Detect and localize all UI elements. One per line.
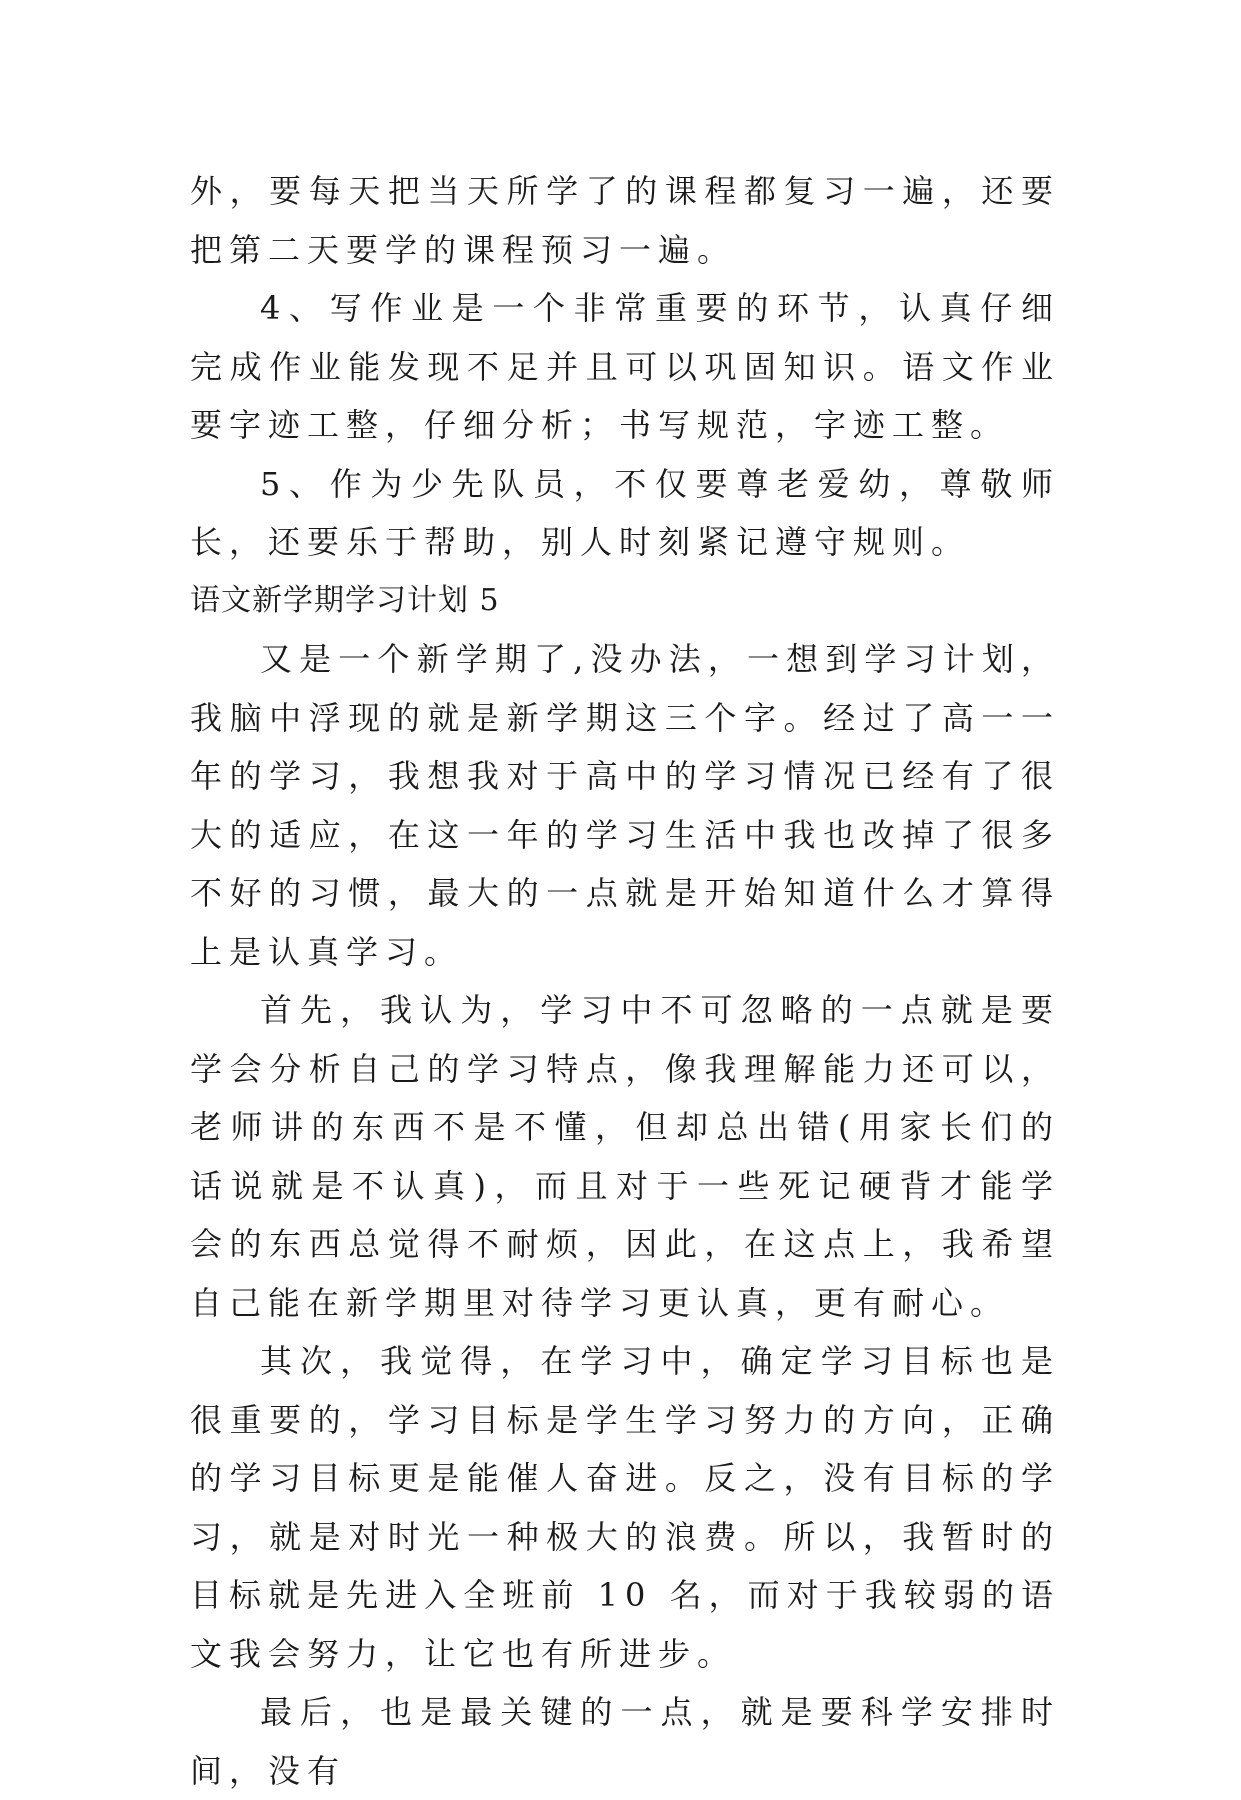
paragraph-continuation: 外，要每天把当天所学了的课程都复习一遍，还要把第二天要学的课程预习一遍。 — [190, 172, 1060, 269]
paragraph-intro: 又是一个新学期了,没办法，一想到学习计划，我脑中浮现的就是新学期这三个字。经过了高一一年的学习，我想我对于高中的学习情况已经有了很大的适应，在这一年的学习生活中我也改掉了很多不好的习惯，最大的一点就是开始知道什么才算得上是认真学习。 — [190, 640, 1060, 971]
paragraph-item-4: 4、写作业是一个非常重要的环节，认真仔细完成作业能发现不足并且可以巩固知识。语文作业要字迹工整，仔细分析；书写规范，字迹工整。 — [190, 289, 1060, 444]
paragraph-last: 最后，也是最关键的一点，就是要科学安排时间，没有 — [190, 1693, 1060, 1790]
section-heading: 语文新学期学习计划 5 — [190, 582, 500, 618]
document-body — [190, 162, 1060, 1800]
paragraph-first: 首先，我认为，学习中不可忽略的一点就是要学会分析自己的学习特点，像我理解能力还可以，老师讲的东西不是不懂，但却总出错(用家长们的话说就是不认真)，而且对于一些死记硬背才能学会的东西总觉得不耐烦，因此，在这点上，我希望自己能在新学期里对待学习更认真，更有耐心。 — [190, 991, 1060, 1322]
paragraph-item-5: 5、作为少先队员，不仅要尊老爱幼，尊敬师长，还要乐于帮助，别人时刻紧记遵守规则。 — [190, 464, 1060, 561]
paragraph-second: 其次，我觉得，在学习中，确定学习目标也是很重要的，学习目标是学生学习努力的方向，正确的学习目标更是能催人奋进。反之，没有目标的学习，就是对时光一种极大的浪费。所以，我暂时的目标就是先进入全班前 10 名，而对于我较弱的语文我会努力，让它也有所进步。 — [190, 1342, 1060, 1673]
